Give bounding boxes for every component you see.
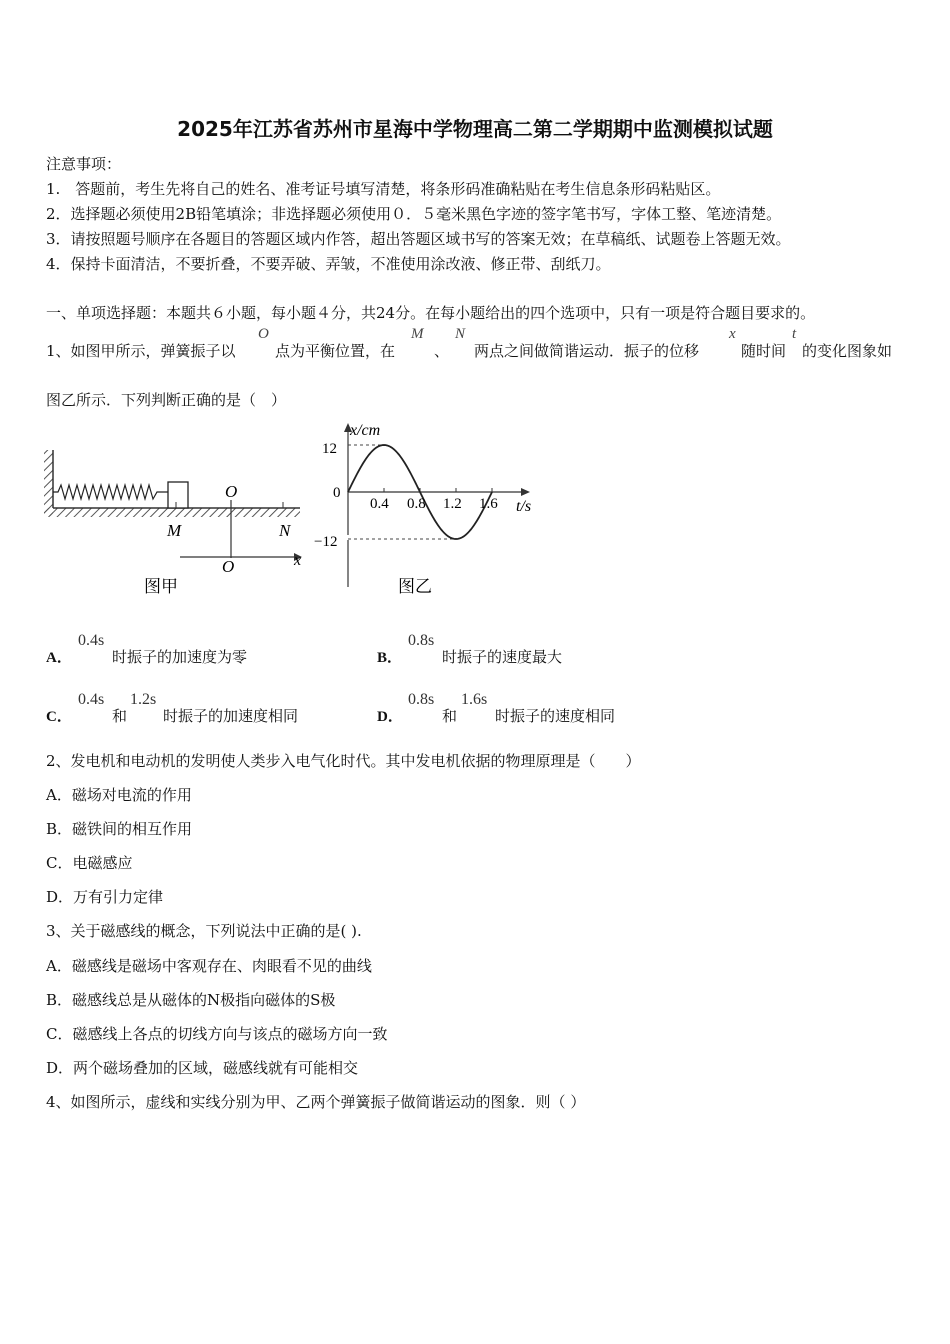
question-option: B．磁感线总是从磁体的N极指向磁体的S极 bbox=[46, 991, 336, 1009]
wall-hatch bbox=[44, 450, 53, 516]
label-x: x bbox=[294, 552, 302, 569]
label-M: M bbox=[167, 521, 182, 540]
q1-stem-part: 1、如图甲所示，弹簧振子以 bbox=[46, 342, 236, 360]
q1-stem-part: 的变化图象如 bbox=[802, 342, 893, 360]
spring bbox=[53, 485, 168, 499]
t-axis-arrow bbox=[521, 488, 530, 496]
question-option: D．两个磁场叠加的区域，磁感线就有可能相交 bbox=[46, 1059, 359, 1077]
question-option: C．电磁感应 bbox=[46, 854, 133, 872]
question-option: B．磁铁间的相互作用 bbox=[46, 820, 193, 838]
option-text: 时振子的加速度为零 bbox=[112, 648, 248, 666]
q1-stem-part: 随时间 bbox=[741, 342, 787, 360]
spring-oscillator-figure bbox=[40, 440, 320, 600]
question-stem: 4、如图所示，虚线和实线分别为甲、乙两个弹簧振子做简谐运动的图象．则（ ） bbox=[46, 1093, 586, 1111]
option-text: 和 bbox=[112, 707, 128, 725]
question-option: A．磁场对电流的作用 bbox=[46, 786, 192, 804]
q1-stem-line2: 图乙所示．下列判断正确的是（ ） bbox=[46, 391, 287, 409]
option-text: 时振子的加速度相同 bbox=[163, 707, 299, 725]
option-time: 0.4s bbox=[78, 691, 105, 708]
option-time: 0.8s bbox=[408, 632, 435, 649]
section-heading: 一、单项选择题：本题共６小题，每小题４分，共24分。在每小题给出的四个选项中，只有一项是符合题目要求的。 bbox=[46, 304, 816, 322]
origin-label: 0 bbox=[333, 485, 341, 501]
y-axis-label: x/cm bbox=[350, 422, 381, 439]
option-time: 0.4s bbox=[78, 632, 105, 649]
option-letter: C． bbox=[46, 709, 72, 725]
option-text: 时振子的速度相同 bbox=[495, 707, 616, 725]
caption-figure-a: 图甲 bbox=[144, 577, 178, 597]
option-letter: A． bbox=[46, 650, 72, 666]
notice-item: 2．选择题必须使用2B铅笔填涂；非选择题必须使用０．５毫米黑色字迹的签字笔书写，字体工整、笔迹清楚。 bbox=[46, 205, 782, 223]
question-stem: 2、发电机和电动机的发明使人类步入电气化时代。其中发电机依据的物理原理是（ ） bbox=[46, 752, 641, 770]
option-time: 0.8s bbox=[408, 691, 435, 708]
oscillator-block bbox=[168, 482, 188, 508]
x-tick-label: 1.6 bbox=[479, 496, 498, 512]
q1-symbol-O: O bbox=[258, 326, 269, 342]
option-text: 和 bbox=[442, 707, 458, 725]
q1-symbol-x: x bbox=[729, 326, 736, 342]
y-tick-label: −12 bbox=[314, 534, 338, 550]
option-time: 1.2s bbox=[130, 691, 157, 708]
label-N: N bbox=[279, 521, 291, 540]
x-tick-label: 0.4 bbox=[370, 496, 389, 512]
page-title: 2025年江苏省苏州市星海中学物理高二第二学期期中监测模拟试题 bbox=[177, 117, 773, 141]
q1-stem-part: 、 bbox=[434, 342, 450, 360]
y-tick-label: 12 bbox=[322, 441, 337, 457]
q1-symbol-N: N bbox=[455, 326, 466, 342]
label-O-top: O bbox=[225, 482, 238, 501]
q1-symbol-t: t bbox=[792, 326, 797, 342]
question-option: A．磁感线是磁场中客观存在、肉眼看不见的曲线 bbox=[46, 957, 372, 975]
q1-stem-part: 两点之间做简谐运动．振子的位移 bbox=[474, 342, 700, 360]
option-text: 时振子的速度最大 bbox=[442, 648, 563, 666]
option-letter: B． bbox=[377, 650, 403, 666]
notice-item: 4．保持卡面清洁，不要折叠，不要弄破、弄皱，不准使用涂改液、修正带、刮纸刀。 bbox=[46, 255, 611, 273]
question-option: D．万有引力定律 bbox=[46, 888, 164, 906]
x-tick-label: 1.2 bbox=[443, 496, 462, 512]
t-axis-label: t/s bbox=[516, 498, 532, 515]
question-stem: 3、关于磁感线的概念，下列说法中正确的是( ). bbox=[46, 922, 362, 940]
x-tick-label: 0.8 bbox=[407, 496, 426, 512]
option-time: 1.6s bbox=[461, 691, 488, 708]
question-option: C．磁感线上各点的切线方向与该点的磁场方向一致 bbox=[46, 1025, 388, 1043]
floor-hatch bbox=[44, 508, 300, 517]
notice-item: 3．请按照题号顺序在各题目的答题区域内作答，超出答题区域书写的答案无效；在草稿纸、试题卷上答题无效。 bbox=[46, 230, 791, 248]
notice-heading: 注意事项： bbox=[46, 155, 122, 173]
label-O-bottom: O bbox=[222, 557, 235, 576]
notice-item: 1. 答题前，考生先将自己的姓名、准考证号填写清楚，将条形码准确粘贴在考生信息条形码粘贴区。 bbox=[46, 180, 721, 198]
xt-graph bbox=[310, 415, 550, 600]
option-letter: D． bbox=[377, 709, 403, 725]
q1-stem-part: 点为平衡位置，在 bbox=[275, 342, 396, 360]
q1-symbol-M: M bbox=[411, 326, 424, 342]
caption-figure-b: 图乙 bbox=[398, 577, 432, 597]
